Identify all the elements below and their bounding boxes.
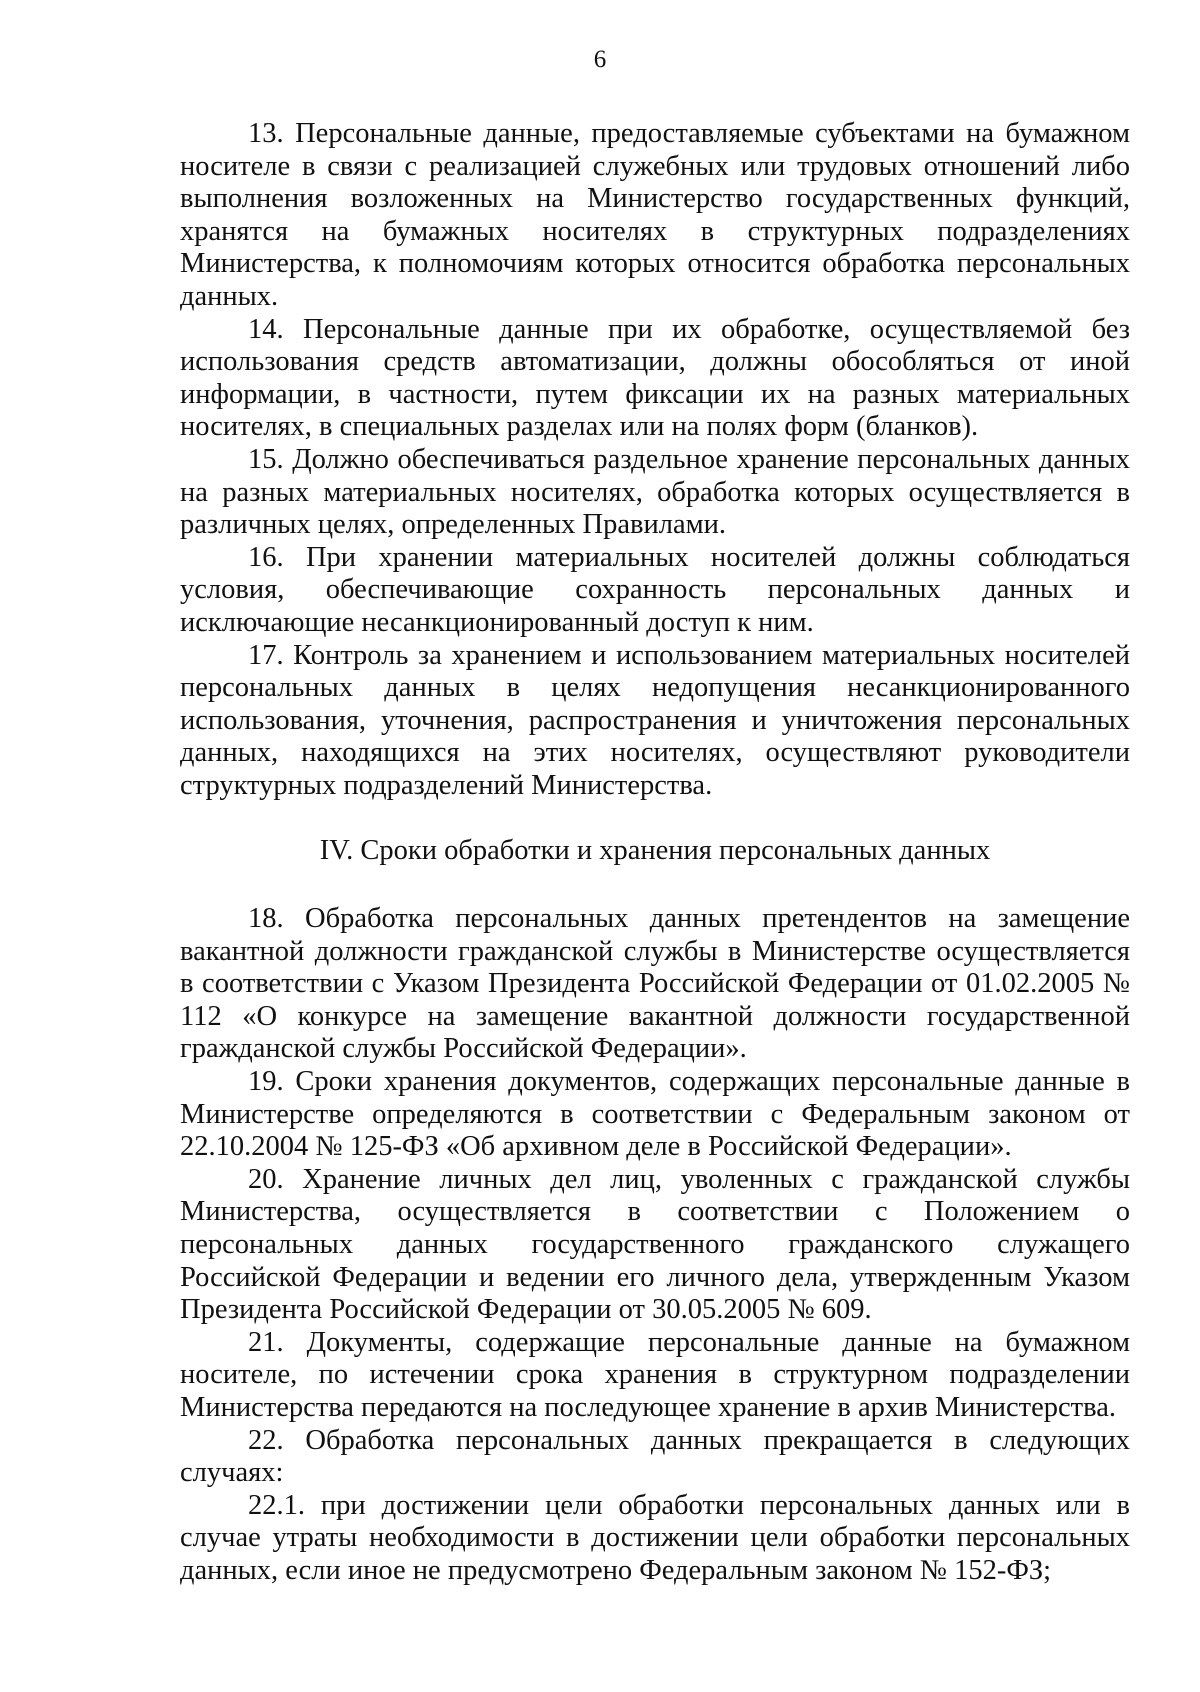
section-heading: IV. Сроки обработки и хранения персональных данных [319, 835, 991, 867]
paragraph-19: 19. Сроки хранения документов, содержащих персональные данные в Министерстве определяются в соответствии с Федеральным законом от 22.10.2004 № 125-ФЗ «Об архивном деле в Российской Федерации». [180, 1066, 1130, 1163]
paragraph-14: 14. Персональные данные при их обработке, осуществляемой без использования средств автоматизации, должны обособляться от иной информации, в частности, путем фиксации их на разных материальных носителях, в специальных разделах или на полях форм (бланков). [180, 313, 1130, 443]
paragraph-20: 20. Хранение личных дел лиц, уволенных с гражданской службы Министерства, осуществляется в соответствии с Положением о персональных данных государственного гражданского служащего Российской Федерации и ведении его личного дела, утвержденным Указом Президента Российской Федерации от 30.05.2005 № 609. [180, 1163, 1130, 1326]
paragraph-13: 13. Персональные данные, предоставляемые субъектами на бумажном носителе в связи с реализацией служебных или трудовых отношений либо выполнения возложенных на Министерство государственных функций, хранятся на бумажных носителях в структурных подразделениях Министерства, к полномочиям которых относится обработка персональных данных. [180, 118, 1130, 312]
paragraph-22-1: 22.1. при достижении цели обработки персональных данных или в случае утраты необходимости в достижении цели обработки персональных данных, если иное не предусмотрено Федеральным законом № 152-ФЗ; [180, 1489, 1130, 1586]
paragraph-21: 21. Документы, содержащие персональные данные на бумажном носителе, по истечении срока хранения в структурном подразделении Министерства передаются на последующее хранение в архив Министерства. [180, 1326, 1130, 1423]
paragraph-17: 17. Контроль за хранением и использованием материальных носителей персональных данных в целях недопущения несанкционированного использования, уточнения, распространения и уничтожения персональных данных, находящихся на этих носителях, осуществляют руководители структурных подразделений Министерства. [180, 639, 1130, 801]
paragraph-16: 16. При хранении материальных носителей должны соблюдаться условия, обеспечивающие сохранность персональных данных и исключающие несанкционированный доступ к ним. [180, 541, 1130, 638]
document-body [180, 118, 1130, 1588]
paragraph-15: 15. Должно обеспечиваться раздельное хранение персональных данных на разных материальных носителях, обработка которых осуществляется в различных целях, определенных Правилами. [180, 443, 1130, 541]
paragraph-22: 22. Обработка персональных данных прекращается в следующих случаях: [180, 1424, 1130, 1489]
paragraph-18: 18. Обработка персональных данных претендентов на замещение вакантной должности гражданской службы в Министерстве осуществляется в соответствии с Указом Президента Российской Федерации от 01.02.2005 № 112 «О конкурсе на замещение вакантной должности государственной гражданской службы Российской Федерации». [180, 903, 1130, 1065]
page-number: 6 [593, 46, 607, 73]
